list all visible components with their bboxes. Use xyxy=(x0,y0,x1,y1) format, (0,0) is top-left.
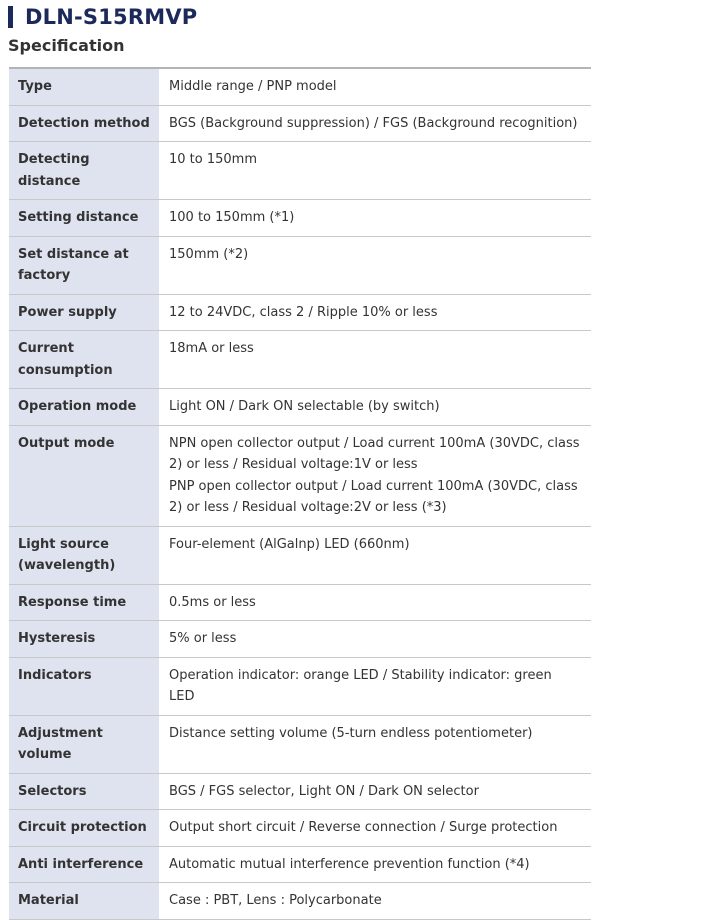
spec-row-set-distance-factory xyxy=(9,236,591,294)
spec-label: Operation mode xyxy=(9,389,159,426)
spec-row-output-mode xyxy=(9,425,591,526)
spec-value: 12 to 24VDC, class 2 / Ripple 10% or less xyxy=(159,294,591,331)
spec-label: Set distance at factory xyxy=(9,236,159,294)
spec-label: Anti interference xyxy=(9,846,159,883)
spec-table xyxy=(9,67,591,920)
spec-label: Hysteresis xyxy=(9,621,159,658)
spec-label: Adjustment volume xyxy=(9,715,159,773)
spec-value: Distance setting volume (5-turn endless potentiometer) xyxy=(159,715,591,773)
spec-label: Output mode xyxy=(9,425,159,526)
spec-label: Type xyxy=(9,68,159,105)
spec-value: 100 to 150mm (*1) xyxy=(159,200,591,237)
spec-row-setting-distance xyxy=(9,200,591,237)
spec-value: BGS / FGS selector, Light ON / Dark ON selector xyxy=(159,773,591,810)
spec-value: Automatic mutual interference prevention function (*4) xyxy=(159,846,591,883)
spec-value: 150mm (*2) xyxy=(159,236,591,294)
spec-label: Detecting distance xyxy=(9,142,159,200)
page-title-block xyxy=(8,3,197,30)
spec-label: Selectors xyxy=(9,773,159,810)
spec-row-circuit-protection xyxy=(9,810,591,847)
spec-row-material xyxy=(9,883,591,920)
spec-row-operation-mode xyxy=(9,389,591,426)
spec-value: BGS (Background suppression) / FGS (Background recognition) xyxy=(159,105,591,142)
spec-value xyxy=(159,425,591,526)
spec-label: Power supply xyxy=(9,294,159,331)
spec-value: Case : PBT, Lens : Polycarbonate xyxy=(159,883,591,920)
spec-value: Middle range / PNP model xyxy=(159,68,591,105)
section-title: Specification xyxy=(8,36,125,55)
spec-label: Indicators xyxy=(9,657,159,715)
page-title: DLN-S15RMVP xyxy=(25,4,198,29)
spec-row-detecting-distance xyxy=(9,142,591,200)
spec-row-adjustment-volume xyxy=(9,715,591,773)
spec-label: Setting distance xyxy=(9,200,159,237)
spec-value-line-pnp: PNP open collector output / Load current 100mA (30VDC, class 2) or less / Residual voltage:2V or less (*3) xyxy=(169,478,578,515)
spec-row-type xyxy=(9,68,591,105)
spec-row-anti-interference xyxy=(9,846,591,883)
spec-label: Material xyxy=(9,883,159,920)
spec-value: Output short circuit / Reverse connection / Surge protection xyxy=(159,810,591,847)
spec-row-light-source xyxy=(9,526,591,584)
spec-value: Light ON / Dark ON selectable (by switch) xyxy=(159,389,591,426)
spec-row-detection-method xyxy=(9,105,591,142)
spec-label: Current consumption xyxy=(9,331,159,389)
spec-row-response-time xyxy=(9,584,591,621)
title-accent-bar xyxy=(8,6,13,28)
spec-value: 10 to 150mm xyxy=(159,142,591,200)
spec-label: Detection method xyxy=(9,105,159,142)
spec-label: Circuit protection xyxy=(9,810,159,847)
spec-row-indicators xyxy=(9,657,591,715)
spec-row-current-consumption xyxy=(9,331,591,389)
spec-row-power-supply xyxy=(9,294,591,331)
spec-row-hysteresis xyxy=(9,621,591,658)
spec-label: Light source (wavelength) xyxy=(9,526,159,584)
spec-label: Response time xyxy=(9,584,159,621)
spec-value: 0.5ms or less xyxy=(159,584,591,621)
spec-value: Operation indicator: orange LED / Stability indicator: green LED xyxy=(159,657,591,715)
spec-value-line-npn: NPN open collector output / Load current 100mA (30VDC, class 2) or less / Residual voltage:1V or less xyxy=(169,435,580,472)
spec-row-selectors xyxy=(9,773,591,810)
spec-value: 5% or less xyxy=(159,621,591,658)
spec-value: 18mA or less xyxy=(159,331,591,389)
spec-value: Four-element (AlGalnp) LED (660nm) xyxy=(159,526,591,584)
